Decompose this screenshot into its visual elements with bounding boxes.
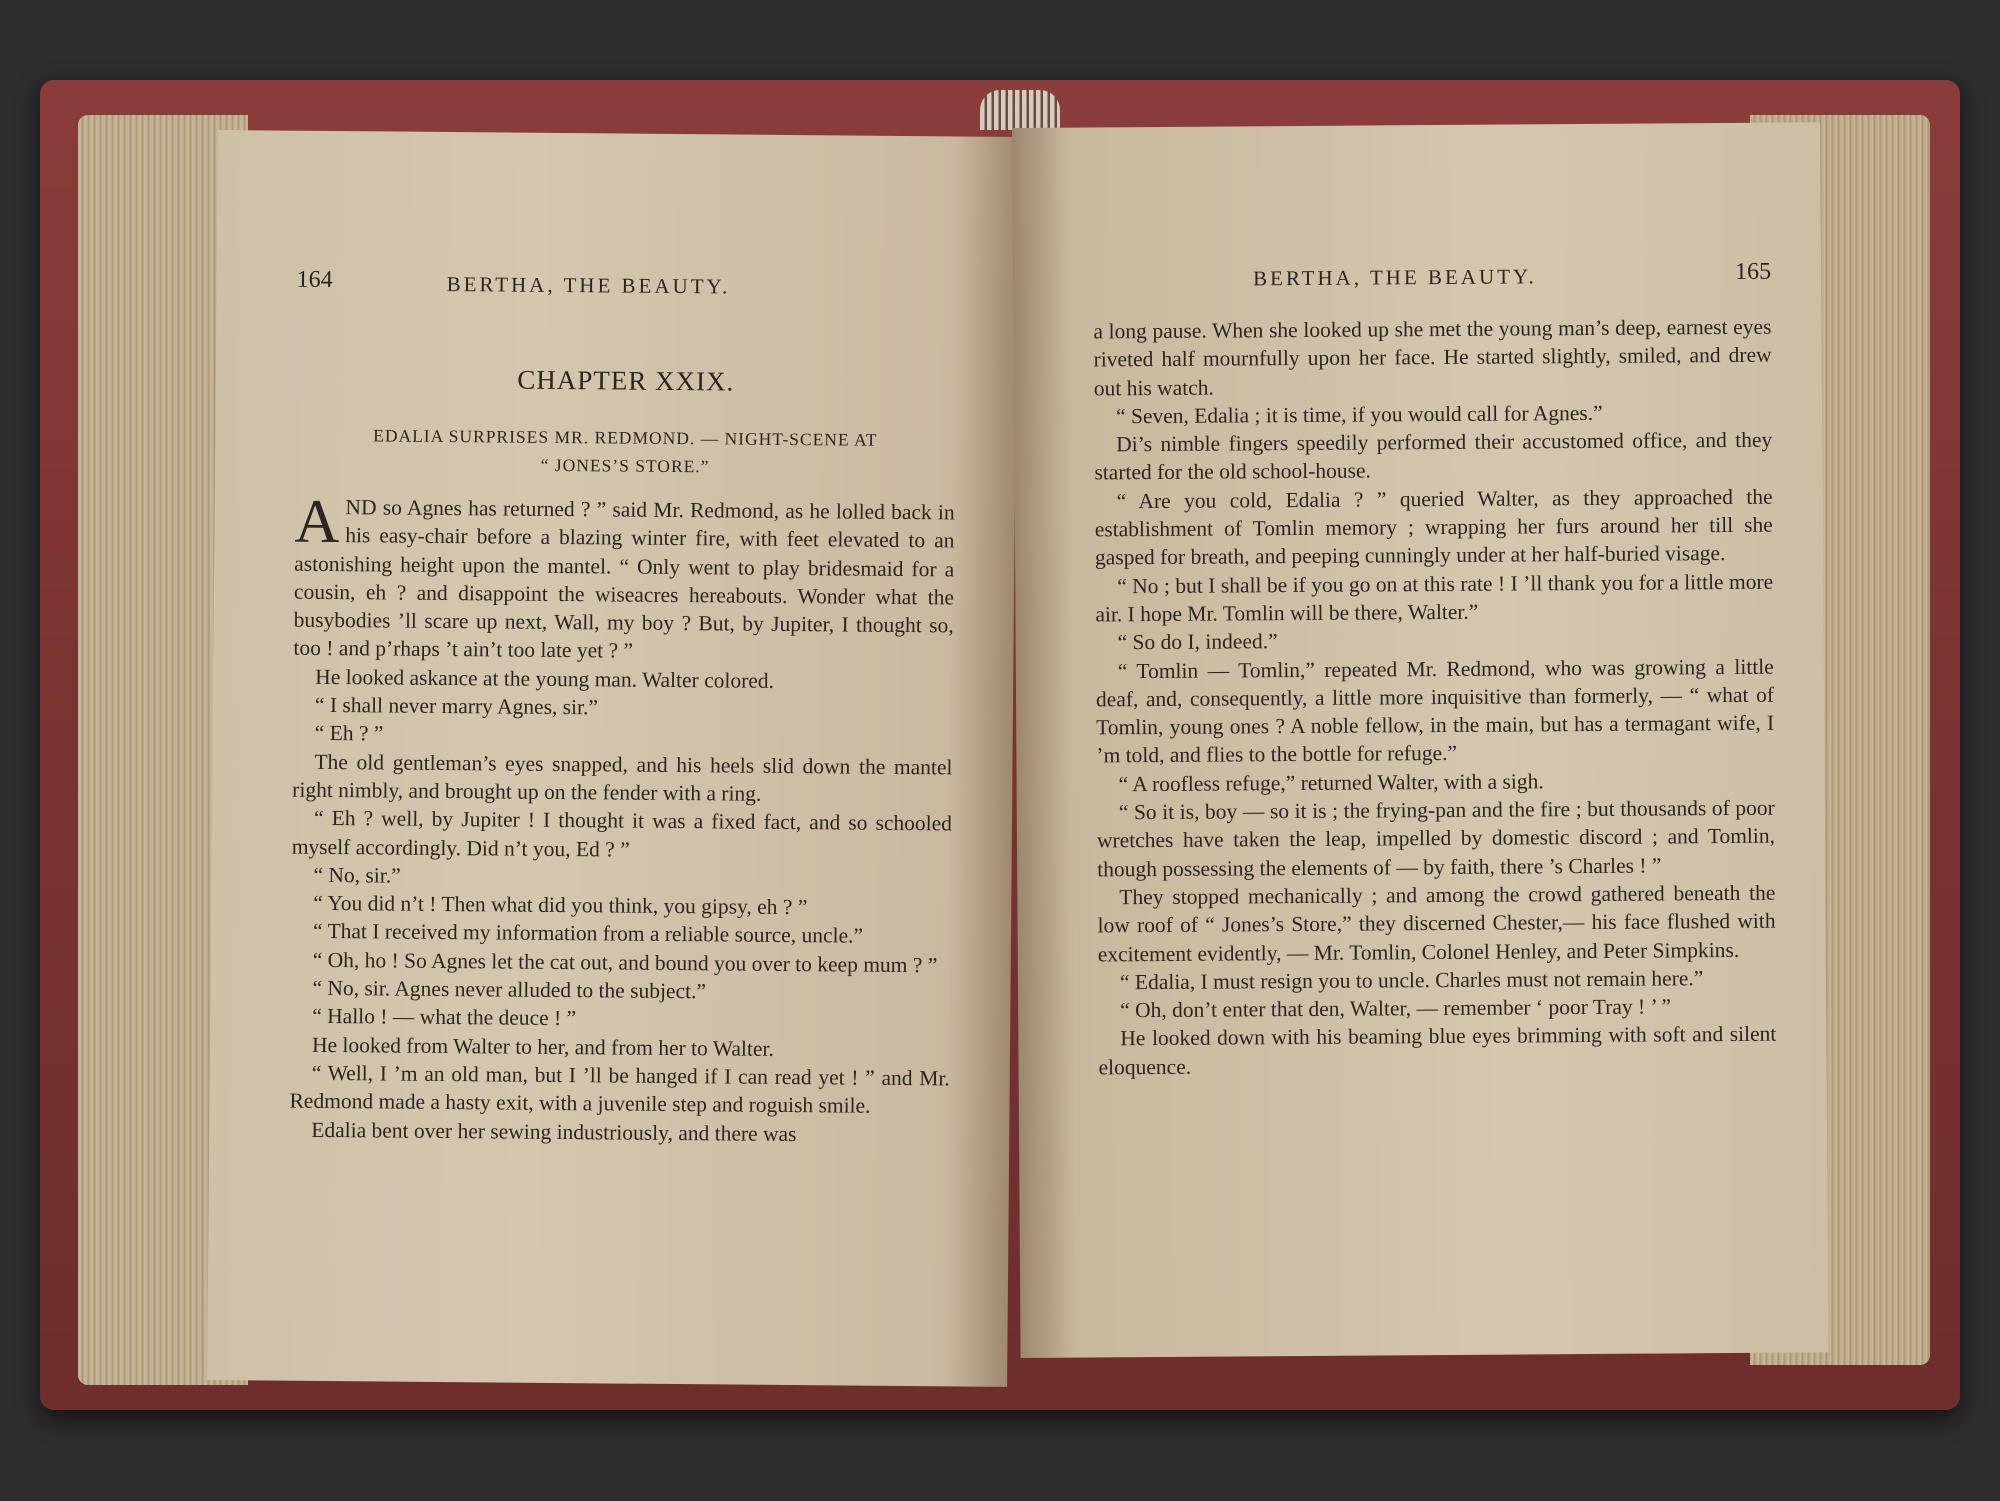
paragraph: “ Seven, Edalia ; it is time, if you would call for Agnes.” bbox=[1115, 400, 1603, 429]
left-running-title: BERTHA, THE BEAUTY. bbox=[446, 272, 731, 299]
paragraph: “ You did n’t ! Then what did you think, you gipsy, eh ? ” bbox=[313, 891, 808, 920]
drop-cap: A bbox=[294, 487, 340, 557]
right-running-title: BERTHA, THE BEAUTY. bbox=[1252, 264, 1537, 291]
paragraph: “ No ; but I shall be if you go on at this rate ! I ’ll thank you for a little more air. I hope Mr. Tomlin will be there, Walter.” bbox=[1095, 569, 1774, 627]
paragraph: a long pause. When she looked up she met the young man’s deep, earnest eyes riveted half mournfully upon her face. He started slightly, smiled, and drew out his watch. bbox=[1093, 314, 1772, 401]
paragraph: “ Are you cold, Edalia ? ” queried Walter, as they approached the establishment of Tomlin memory ; wrapping her furs around her till she gasped for breath, and peeping cunningly under at her half-buried visage. bbox=[1094, 484, 1773, 570]
chapter-title: CHAPTER XXIX. bbox=[517, 364, 735, 397]
paragraph: “ Oh, don’t enter that den, Walter, — remember ‘ poor Tray ! ’ ” bbox=[1120, 994, 1672, 1023]
paragraph: “ Hallo ! — what the deuce ! ” bbox=[312, 1004, 577, 1031]
right-page-number: 165 bbox=[1734, 258, 1772, 285]
paragraph: “ No, sir. Agnes never alluded to the subject.” bbox=[312, 975, 707, 1004]
paragraph: “ Tomlin — Tomlin,” repeated Mr. Redmond, who was growing a little deaf, and, consequently, a little more inquisitive than formerly, — “ what of Tomlin, young ones ? A noble fellow, in the main, but has a termagant wife, I ’m told, and flies to the bottle for refuge.” bbox=[1095, 654, 1775, 768]
paragraph: “ That I received my information from a reliable source, uncle.” bbox=[312, 919, 864, 949]
paragraph: “ A roofless refuge,” returned Walter, with a sigh. bbox=[1118, 769, 1544, 797]
paragraph: Edalia bent over her sewing industriously, and there was bbox=[311, 1117, 797, 1146]
paragraph: “ So it is, boy — so it is ; the frying-pan and the fire ; but thousands of poor wretches have taken the leap, impelled by domestic discord ; and Tomlin, though possessing the elements of — by faith, there ’s Charles ! ” bbox=[1096, 795, 1776, 882]
paragraph: “ Eh ? well, by Jupiter ! I thought it was a fixed fact, and so schooled myself accordingly. Did n’t you, Ed ? ” bbox=[291, 806, 953, 862]
paragraph bbox=[293, 487, 955, 669]
right-running-head bbox=[1093, 258, 1772, 298]
paragraph: “ So do I, indeed.” bbox=[1117, 629, 1278, 655]
paragraph-text: ND so Agnes has returned ? ” said Mr. Redmond, as he lolled back in his easy-chair before a blazing winter fire, with feet elevated to an astonishing height upon the mantel. “ Only went to play bridesmaid for a cousin, eh ? and disappoint the wiseacres hereabouts. Wonder what the busybodies ’ll scare up next, Wall, my boy ? But, by Jupiter, I thought so, too ! and p’rhaps ’t ain’t too late yet ? ” bbox=[293, 495, 955, 664]
paragraph: “ I shall never marry Agnes, sir.” bbox=[314, 692, 599, 720]
paragraph: “ Well, I ’m an old man, but I ’ll be hanged if I can read yet ! ” and Mr. Redmond made a hasty exit, with a juvenile step and roguish smile. bbox=[289, 1060, 950, 1118]
spine-binding bbox=[980, 90, 1060, 130]
paragraph: He looked down with his beaming blue eyes brimming with soft and silent eloquence. bbox=[1098, 1022, 1777, 1080]
chapter-subtitle-line1: EDALIA SURPRISES MR. REDMOND. — NIGHT-SCENE AT bbox=[373, 425, 878, 450]
left-page bbox=[207, 130, 1018, 1387]
chapter-subtitle bbox=[295, 421, 955, 483]
paragraph: Di’s nimble fingers speedily performed their accustomed office, and they started for the old school-house. bbox=[1094, 427, 1773, 485]
paragraph: “ Eh ? ” bbox=[314, 721, 384, 746]
paragraph: The old gentleman’s eyes snapped, and his heels slid down the mantel right nimbly, and brought up on the fender with a ring. bbox=[292, 749, 953, 806]
left-body-text bbox=[289, 487, 955, 1150]
right-body-text bbox=[1093, 313, 1776, 1082]
left-page-number: 164 bbox=[296, 266, 333, 294]
paragraph: “ No, sir.” bbox=[313, 862, 401, 888]
paragraph: “ Oh, ho ! So Agnes let the cat out, and bound you over to keep mum ? ” bbox=[312, 947, 938, 978]
chapter-subtitle-line2: “ JONES’S STORE.” bbox=[540, 454, 710, 477]
paragraph: He looked askance at the young man. Walter colored. bbox=[315, 664, 775, 693]
paragraph: He looked from Walter to her, and from her to Walter. bbox=[311, 1032, 774, 1061]
right-page bbox=[1012, 122, 1829, 1358]
paragraph: They stopped mechanically ; and among the crowd gathered beneath the low roof of “ Jones’s Store,” they discerned Chester,— his face flushed with excitement evidently, — Mr. Tomlin, Colonel Henley, and Peter Simpkins. bbox=[1097, 880, 1776, 966]
left-running-head bbox=[296, 266, 977, 307]
paragraph: “ Edalia, I must resign you to uncle. Charles must not remain here.” bbox=[1119, 966, 1704, 995]
